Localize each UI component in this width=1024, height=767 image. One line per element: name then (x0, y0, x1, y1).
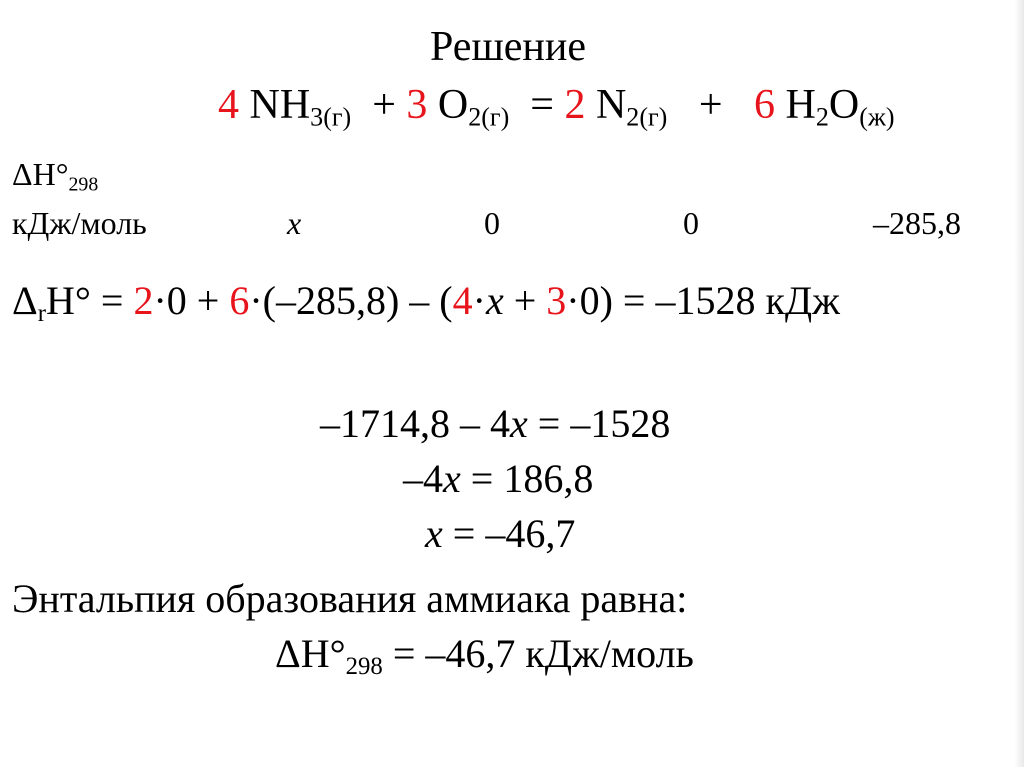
value-h2o: –285,8 (873, 205, 961, 241)
coef-h2o-term: 6 (229, 278, 250, 323)
species-nh3: $NH_{3(г)}$ (249, 82, 352, 132)
species-n2: $N_{2(г)}$ (595, 82, 668, 132)
coef-n2: 2 (564, 82, 586, 128)
solve-step-1: –1714,8 – 4x = –1528 (320, 401, 671, 446)
coef-o2-term: 3 (546, 278, 567, 323)
coef-nh3-term: 4 (452, 278, 473, 323)
coef-n2-term: 2 (133, 278, 154, 323)
final-answer: $\Delta H^\circ_{298} = -46,7$ кДж/моль (275, 631, 694, 680)
solve-step-3: x = –46,7 (425, 511, 576, 556)
equals-sign: = (530, 82, 554, 128)
conclusion-text: Энтальпия образования аммиака равна: (12, 576, 688, 621)
reaction-equation (218, 82, 895, 132)
value-o2: 0 (484, 205, 500, 241)
species-o2: $O_{2(г)}$ (437, 82, 510, 132)
reaction-enthalpy-equation: $\Delta_rH^\circ = 2\cdot 0 + 6\cdot(-285,8) - (4\cdot x + 3\cdot 0) = -1528$ кДж (12, 278, 840, 327)
coef-h2o: 6 (754, 82, 776, 128)
coef-nh3: 4 (218, 82, 239, 128)
dh298-label: $\Delta H^\circ_{298}$ (12, 156, 99, 196)
value-n2: 0 (683, 205, 699, 241)
species-h2o: $H_2O_{(ж)}$ (785, 82, 895, 132)
value-nh3: x (287, 205, 302, 241)
plus-sign: + (372, 82, 396, 128)
coef-o2: 3 (406, 82, 428, 128)
slide-edge (1014, 0, 1024, 767)
slide-title: Решение (430, 24, 587, 70)
unit-label: кДж/моль (12, 205, 147, 241)
plus-sign: + (698, 82, 723, 128)
solve-step-2: –4x = 186,8 (403, 456, 594, 501)
